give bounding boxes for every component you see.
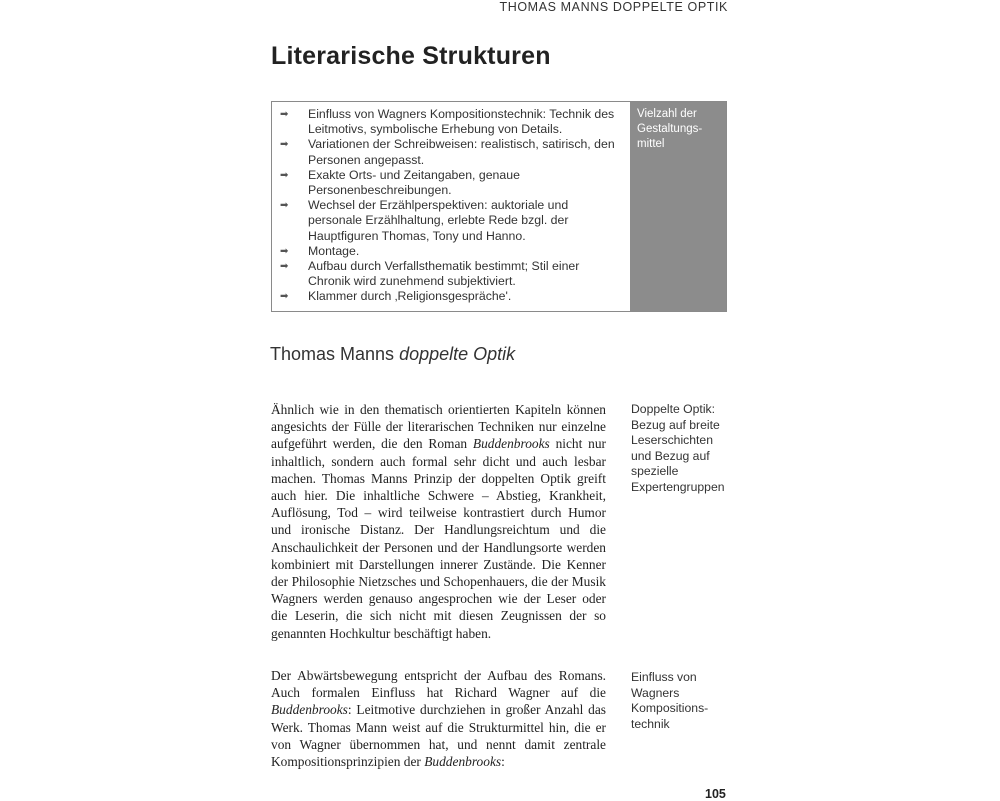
body-paragraph	[271, 667, 606, 770]
right-arrow-icon: ➡	[280, 139, 289, 151]
section-heading-emphasis: doppelte Optik	[399, 344, 516, 364]
list-item	[280, 244, 624, 259]
section-heading	[270, 344, 515, 365]
list-item-text: Einfluss von Wagners Kompositionstechnik: Technik des Leitmotivs, symbolische Erhebung von Details.	[308, 107, 615, 137]
list-item	[280, 168, 624, 198]
summary-sidebar-label: Vielzahl der Gestaltungs- mittel	[630, 102, 726, 311]
summary-list	[272, 102, 630, 311]
list-item	[280, 137, 624, 167]
chapter-title: Literarische Strukturen	[271, 42, 551, 70]
summary-box	[271, 101, 727, 312]
section-heading-prefix: Thomas Manns	[270, 344, 400, 364]
list-item-text: Aufbau durch Verfallsthematik bestimmt; Stil einer Chronik wird zunehmend subjektiviert.	[308, 259, 580, 289]
running-header: THOMAS MANNS DOPPELTE OPTIK	[499, 0, 728, 14]
list-item-text: Wechsel der Erzählperspektiven: auktoriale und personale Erzählhaltung, erlebte Rede bzgl. der Hauptfiguren Thomas, Tony und Hanno.	[308, 198, 569, 243]
list-item	[280, 259, 624, 289]
margin-note: Einfluss von Wagners Kompositions- technik	[631, 670, 709, 731]
list-item-text: Klammer durch ‚Religionsgespräche'.	[308, 289, 512, 304]
body-paragraph	[271, 401, 606, 642]
list-item-text: Montage.	[308, 243, 360, 258]
book-title: Buddenbrooks	[271, 702, 348, 718]
margin-note: Doppelte Optik: Bezug auf breite Leserschichten und Bezug auf spezielle Expertengruppen	[631, 402, 725, 494]
list-item-text: Exakte Orts- und Zeitangaben, genaue Personenbeschreibungen.	[308, 167, 520, 198]
paragraph-text: nicht nur inhaltlich, sondern auch formal sehr dicht und auch lesbar machen. Thomas Manns Prinzip der doppelten Optik greift auch hier. Die inhaltliche Schwere – Abstieg, Krankheit, Auflösung, Tod – wird teilweise kontrastiert durch Humor und ironische Distanz. Der Handlungsreichtum und die Anschaulichkeit der Personen und der Handlungsorte werden kombiniert mit Darstellungen innerer Zustände. Die Kenner der Philosophie Nietzsches und Schopenhauers, die der Musik Wagners werden genauso angesprochen wie der Leser oder die Leserin, die sich nicht mit diesen Zeugnissen der so genannten Hochkultur beschäftigt haben.	[271, 436, 606, 641]
paragraph-text: : Leitmotive durchziehen in großer Anzahl das Werk. Thomas Mann weist auf die Strukturmittel hin, die er von Wagner übernommen hat, und nennt damit zentrale Kompositionsprinzipien der	[271, 702, 606, 770]
page-number: 105	[705, 787, 726, 801]
right-arrow-icon: ➡	[280, 291, 289, 303]
right-arrow-icon: ➡	[280, 261, 289, 273]
list-item	[280, 198, 624, 244]
list-item-text: Variationen der Schreibweisen: realistisch, satirisch, den Personen angepasst.	[308, 137, 615, 167]
right-arrow-icon: ➡	[280, 109, 289, 120]
list-item	[280, 107, 624, 137]
list-item	[280, 289, 624, 304]
paragraph-text: Der Abwärtsbewegung entspricht der Aufbau des Romans. Auch formalen Einfluss hat Richard Wagner auf die	[271, 668, 606, 701]
right-arrow-icon: ➡	[280, 200, 289, 212]
right-arrow-icon: ➡	[280, 169, 289, 181]
paragraph-text: Ähnlich wie in den thematisch orientierten Kapiteln können angesichts der Fülle der literarischen Techniken nur einzelne aufgeführt werden, die den Roman	[271, 402, 606, 452]
paragraph-text: :	[501, 754, 505, 770]
right-arrow-icon: ➡	[280, 245, 289, 257]
book-title: Buddenbrooks	[472, 436, 550, 452]
book-title: Buddenbrooks	[424, 754, 502, 770]
